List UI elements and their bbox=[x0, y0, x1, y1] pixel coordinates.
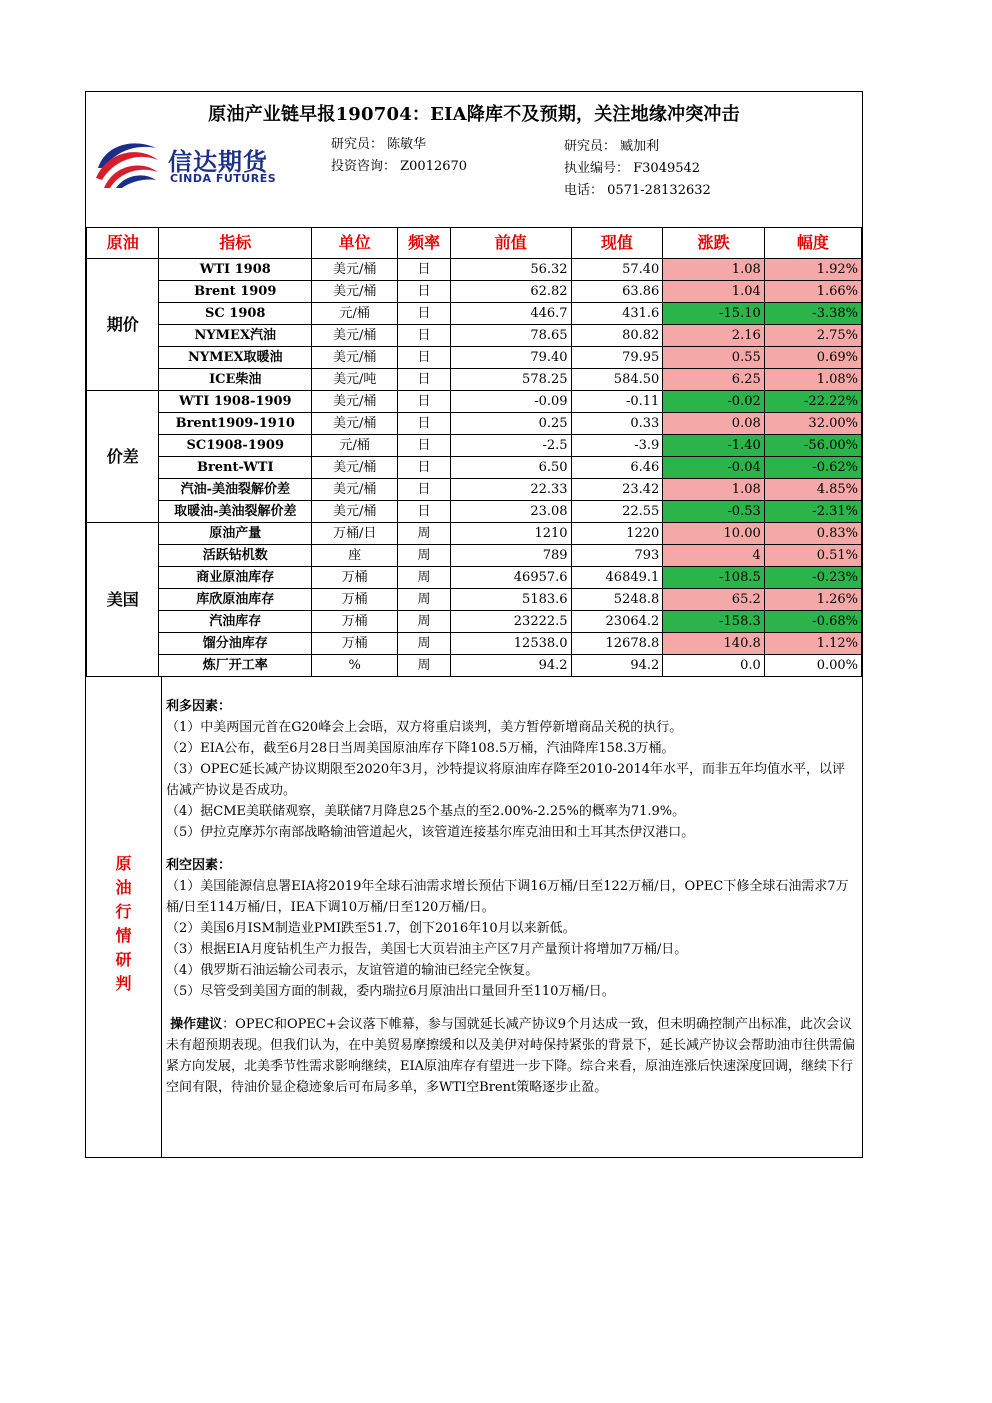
table-row bbox=[87, 435, 862, 457]
percent-cell: -0.68% bbox=[764, 611, 861, 633]
previous-value-cell: 78.65 bbox=[450, 325, 571, 347]
indicator-table bbox=[86, 227, 862, 677]
indicator-cell: 商业原油库存 bbox=[159, 567, 312, 589]
previous-value-cell: 5183.6 bbox=[450, 589, 571, 611]
table-row bbox=[87, 479, 862, 501]
group-label: 期价 bbox=[87, 259, 159, 391]
change-cell: 1.08 bbox=[663, 479, 764, 501]
percent-cell: 1.08% bbox=[764, 369, 861, 391]
bull-factor-item: （3）OPEC延长减产协议期限至2020年3月，沙特提议将原油库存降至2010-2014年水平，而非五年均值水平，以评估减产协议是否成功。 bbox=[166, 762, 846, 798]
previous-value-cell: 0.25 bbox=[450, 413, 571, 435]
analysis-side-label bbox=[86, 676, 162, 1158]
header-change: 涨跌 bbox=[663, 228, 764, 259]
unit-cell: 万桶 bbox=[312, 633, 398, 655]
change-cell: 10.00 bbox=[663, 523, 764, 545]
current-value-cell: 5248.8 bbox=[571, 589, 663, 611]
frequency-cell: 日 bbox=[398, 347, 451, 369]
percent-cell: 1.92% bbox=[764, 259, 861, 281]
header-unit: 单位 bbox=[312, 228, 398, 259]
bear-factors-list bbox=[166, 876, 856, 1002]
indicator-cell: 汽油-美油裂解价差 bbox=[159, 479, 312, 501]
frequency-cell: 日 bbox=[398, 501, 451, 523]
header-indicator: 指标 bbox=[159, 228, 312, 259]
unit-cell: 美元/桶 bbox=[312, 501, 398, 523]
header-current: 现值 bbox=[571, 228, 663, 259]
previous-value-cell: 578.25 bbox=[450, 369, 571, 391]
table-row bbox=[87, 457, 862, 479]
bear-factor-item: （5）尽管受到美国方面的制裁，委内瑞拉6月原油出口量回升至110万桶/日。 bbox=[166, 984, 615, 999]
header-frequency: 频率 bbox=[398, 228, 451, 259]
table-row bbox=[87, 303, 862, 325]
current-value-cell: 1220 bbox=[571, 523, 663, 545]
change-cell: 1.04 bbox=[663, 281, 764, 303]
current-value-cell: 94.2 bbox=[571, 655, 663, 677]
indicator-cell: NYMEX汽油 bbox=[159, 325, 312, 347]
current-value-cell: 6.46 bbox=[571, 457, 663, 479]
table-row bbox=[87, 545, 862, 567]
indicator-cell: SC 1908 bbox=[159, 303, 312, 325]
bull-factors-title: 利多因素： bbox=[166, 699, 232, 714]
license-number: 执业编号： F3049542 bbox=[564, 161, 701, 176]
change-cell: 65.2 bbox=[663, 589, 764, 611]
change-cell: -0.53 bbox=[663, 501, 764, 523]
table-row bbox=[87, 413, 862, 435]
unit-cell: 美元/桶 bbox=[312, 347, 398, 369]
table-header-row bbox=[87, 228, 862, 259]
unit-cell: 元/桶 bbox=[312, 303, 398, 325]
current-value-cell: 80.82 bbox=[571, 325, 663, 347]
frequency-cell: 日 bbox=[398, 457, 451, 479]
previous-value-cell: 94.2 bbox=[450, 655, 571, 677]
percent-cell: 0.00% bbox=[764, 655, 861, 677]
cinda-logo-mark-icon bbox=[94, 138, 160, 190]
frequency-cell: 周 bbox=[398, 589, 451, 611]
percent-cell: -0.62% bbox=[764, 457, 861, 479]
current-value-cell: 793 bbox=[571, 545, 663, 567]
current-value-cell: 22.55 bbox=[571, 501, 663, 523]
change-cell: 2.16 bbox=[663, 325, 764, 347]
bear-factors-title: 利空因素： bbox=[166, 858, 232, 873]
current-value-cell: 63.86 bbox=[571, 281, 663, 303]
previous-value-cell: 23222.5 bbox=[450, 611, 571, 633]
percent-cell: 0.83% bbox=[764, 523, 861, 545]
previous-value-cell: 446.7 bbox=[450, 303, 571, 325]
percent-cell: -22.22% bbox=[764, 391, 861, 413]
unit-cell: 美元/桶 bbox=[312, 479, 398, 501]
header-category: 原油 bbox=[87, 228, 159, 259]
bear-factor-item: （4）俄罗斯石油运输公司表示，友谊管道的输油已经完全恢复。 bbox=[166, 963, 539, 978]
percent-cell: -0.23% bbox=[764, 567, 861, 589]
current-value-cell: 23064.2 bbox=[571, 611, 663, 633]
frequency-cell: 日 bbox=[398, 369, 451, 391]
frequency-cell: 日 bbox=[398, 391, 451, 413]
unit-cell: 元/桶 bbox=[312, 435, 398, 457]
group-label: 美国 bbox=[87, 523, 159, 677]
researcher-info-right bbox=[564, 136, 711, 202]
bull-factors-list bbox=[166, 717, 856, 843]
previous-value-cell: 6.50 bbox=[450, 457, 571, 479]
bull-factor-item: （2）EIA公布，截至6月28日当周美国原油库存下降108.5万桶，汽油降库158.3万桶。 bbox=[166, 741, 675, 756]
current-value-cell: -0.11 bbox=[571, 391, 663, 413]
bear-factor-item: （3）根据EIA月度钻机生产力报告，美国七大页岩油主产区7月产量预计将增加7万桶/日。 bbox=[166, 942, 688, 957]
previous-value-cell: 79.40 bbox=[450, 347, 571, 369]
percent-cell: 0.69% bbox=[764, 347, 861, 369]
table-row bbox=[87, 391, 862, 413]
header-previous: 前值 bbox=[450, 228, 571, 259]
previous-value-cell: 46957.6 bbox=[450, 567, 571, 589]
frequency-cell: 周 bbox=[398, 655, 451, 677]
report-title: 原油产业链早报190704：EIA降库不及预期，关注地缘冲突冲击 bbox=[208, 104, 740, 125]
group-label: 价差 bbox=[87, 391, 159, 523]
unit-cell: 万桶 bbox=[312, 567, 398, 589]
analysis-section bbox=[86, 676, 862, 1158]
frequency-cell: 周 bbox=[398, 633, 451, 655]
change-cell: -0.02 bbox=[663, 391, 764, 413]
indicator-cell: WTI 1908-1909 bbox=[159, 391, 312, 413]
change-cell: 140.8 bbox=[663, 633, 764, 655]
side-label-char: 情 bbox=[115, 926, 132, 945]
change-cell: -1.40 bbox=[663, 435, 764, 457]
indicator-cell: WTI 1908 bbox=[159, 259, 312, 281]
indicator-cell: ICE柴油 bbox=[159, 369, 312, 391]
indicator-cell: NYMEX取暖油 bbox=[159, 347, 312, 369]
table-row bbox=[87, 325, 862, 347]
indicator-cell: 汽油库存 bbox=[159, 611, 312, 633]
previous-value-cell: 1210 bbox=[450, 523, 571, 545]
side-label-char: 行 bbox=[115, 902, 132, 921]
table-row bbox=[87, 589, 862, 611]
unit-cell: 万桶/日 bbox=[312, 523, 398, 545]
current-value-cell: 46849.1 bbox=[571, 567, 663, 589]
report-frame bbox=[85, 91, 863, 1158]
indicator-cell: 活跃钻机数 bbox=[159, 545, 312, 567]
indicator-cell: Brent1909-1910 bbox=[159, 413, 312, 435]
analysis-side-text bbox=[86, 852, 161, 996]
bear-factor-item: （1）美国能源信息署EIA将2019年全球石油需求增长预估下调16万桶/日至122万桶/日，OPEC下修全球石油需求7万桶/日至114万桶/日，IEA下调10万桶/日至120万桶/日。 bbox=[166, 879, 849, 915]
indicator-cell: 库欣原油库存 bbox=[159, 589, 312, 611]
side-label-char: 油 bbox=[115, 878, 132, 897]
table-row bbox=[87, 655, 862, 677]
percent-cell: 2.75% bbox=[764, 325, 861, 347]
side-label-char: 判 bbox=[115, 974, 132, 993]
change-cell: 0.08 bbox=[663, 413, 764, 435]
indicator-cell: 炼厂开工率 bbox=[159, 655, 312, 677]
frequency-cell: 日 bbox=[398, 281, 451, 303]
bear-factor-item: （2）美国6月ISM制造业PMI跌至51.7，创下2016年10月以来新低。 bbox=[166, 921, 576, 936]
previous-value-cell: 23.08 bbox=[450, 501, 571, 523]
change-cell: -108.5 bbox=[663, 567, 764, 589]
previous-value-cell: 22.33 bbox=[450, 479, 571, 501]
change-cell: -15.10 bbox=[663, 303, 764, 325]
frequency-cell: 周 bbox=[398, 523, 451, 545]
frequency-cell: 日 bbox=[398, 413, 451, 435]
current-value-cell: 0.33 bbox=[571, 413, 663, 435]
table-row bbox=[87, 259, 862, 281]
previous-value-cell: 12538.0 bbox=[450, 633, 571, 655]
researcher-info-left bbox=[331, 134, 467, 178]
previous-value-cell: 789 bbox=[450, 545, 571, 567]
previous-value-cell: -0.09 bbox=[450, 391, 571, 413]
bull-factor-item: （5）伊拉克摩苏尔南部战略输油管道起火，该管道连接基尔库克油田和土耳其杰伊汉港口。 bbox=[166, 825, 695, 840]
side-label-char: 研 bbox=[115, 950, 132, 969]
unit-cell: 美元/桶 bbox=[312, 391, 398, 413]
current-value-cell: 79.95 bbox=[571, 347, 663, 369]
logo-text-cn: 信达期货 bbox=[168, 148, 268, 176]
unit-cell: 万桶 bbox=[312, 611, 398, 633]
table-row bbox=[87, 501, 862, 523]
unit-cell: 美元/吨 bbox=[312, 369, 398, 391]
unit-cell: % bbox=[312, 655, 398, 677]
logo-text-en: CINDA FUTURES bbox=[170, 172, 277, 185]
current-value-cell: 23.42 bbox=[571, 479, 663, 501]
percent-cell: 4.85% bbox=[764, 479, 861, 501]
percent-cell: 32.00% bbox=[764, 413, 861, 435]
indicator-cell: 原油产量 bbox=[159, 523, 312, 545]
percent-cell: -56.00% bbox=[764, 435, 861, 457]
frequency-cell: 日 bbox=[398, 325, 451, 347]
unit-cell: 美元/桶 bbox=[312, 413, 398, 435]
side-label-char: 原 bbox=[115, 854, 132, 873]
indicator-cell: 取暖油-美油裂解价差 bbox=[159, 501, 312, 523]
unit-cell: 美元/桶 bbox=[312, 281, 398, 303]
change-cell: 1.08 bbox=[663, 259, 764, 281]
unit-cell: 座 bbox=[312, 545, 398, 567]
current-value-cell: 584.50 bbox=[571, 369, 663, 391]
unit-cell: 美元/桶 bbox=[312, 259, 398, 281]
header-percent: 幅度 bbox=[764, 228, 861, 259]
frequency-cell: 周 bbox=[398, 567, 451, 589]
advice-text: ：OPEC和OPEC+会议落下帷幕，参与国就延长减产协议9个月达成一致，但未明确控制产出标准，此次会议未有超预期表现。但我们认为，在中美贸易摩擦缓和以及美伊对峙保持紧张的背景下，延长减产协议会帮助油市往供需偏紧方向发展，北美季节性需求影响继续，EIA原油库存有望进一步下降。综合来看，原油连涨后快速深度回调，继续下行空间有限，待油价显企稳迹象后可布局多单，多WTI空Brent策略逐步止盈。 bbox=[166, 1017, 856, 1095]
percent-cell: 1.12% bbox=[764, 633, 861, 655]
percent-cell: 1.26% bbox=[764, 589, 861, 611]
indicator-cell: Brent-WTI bbox=[159, 457, 312, 479]
change-cell: 0.0 bbox=[663, 655, 764, 677]
table-row bbox=[87, 611, 862, 633]
previous-value-cell: -2.5 bbox=[450, 435, 571, 457]
change-cell: -158.3 bbox=[663, 611, 764, 633]
frequency-cell: 日 bbox=[398, 479, 451, 501]
previous-value-cell: 56.32 bbox=[450, 259, 571, 281]
percent-cell: -3.38% bbox=[764, 303, 861, 325]
table-row bbox=[87, 633, 862, 655]
percent-cell: 1.66% bbox=[764, 281, 861, 303]
frequency-cell: 日 bbox=[398, 303, 451, 325]
change-cell: 6.25 bbox=[663, 369, 764, 391]
table-row bbox=[87, 369, 862, 391]
table-row bbox=[87, 567, 862, 589]
percent-cell: -2.31% bbox=[764, 501, 861, 523]
bull-factor-item: （1）中美两国元首在G20峰会上会晤，双方将重启谈判，美方暂停新增商品关税的执行。 bbox=[166, 720, 683, 735]
table-row bbox=[87, 347, 862, 369]
change-cell: 4 bbox=[663, 545, 764, 567]
frequency-cell: 日 bbox=[398, 259, 451, 281]
analysis-body bbox=[166, 696, 856, 1098]
bull-factor-item: （4）据CME美联储观察，美联储7月降息25个基点的至2.00%-2.25%的概率为71.9%。 bbox=[166, 804, 686, 819]
unit-cell: 美元/桶 bbox=[312, 325, 398, 347]
frequency-cell: 周 bbox=[398, 545, 451, 567]
operation-advice bbox=[166, 1014, 856, 1098]
indicator-cell: SC1908-1909 bbox=[159, 435, 312, 457]
researcher-name: 研究员： 臧加利 bbox=[564, 139, 660, 154]
cinda-logo bbox=[94, 138, 284, 190]
table-row bbox=[87, 523, 862, 545]
current-value-cell: -3.9 bbox=[571, 435, 663, 457]
current-value-cell: 57.40 bbox=[571, 259, 663, 281]
phone-number: 电话： 0571-28132632 bbox=[564, 183, 711, 198]
frequency-cell: 周 bbox=[398, 611, 451, 633]
unit-cell: 美元/桶 bbox=[312, 457, 398, 479]
researcher-name: 研究员： 陈敏华 bbox=[331, 137, 427, 152]
frequency-cell: 日 bbox=[398, 435, 451, 457]
previous-value-cell: 62.82 bbox=[450, 281, 571, 303]
unit-cell: 万桶 bbox=[312, 589, 398, 611]
change-cell: -0.04 bbox=[663, 457, 764, 479]
advice-title: 操作建议 bbox=[170, 1017, 223, 1032]
current-value-cell: 431.6 bbox=[571, 303, 663, 325]
change-cell: 0.55 bbox=[663, 347, 764, 369]
indicator-cell: 馏分油库存 bbox=[159, 633, 312, 655]
current-value-cell: 12678.8 bbox=[571, 633, 663, 655]
percent-cell: 0.51% bbox=[764, 545, 861, 567]
consult-number: 投资咨询： Z0012670 bbox=[331, 159, 468, 174]
table-row bbox=[87, 281, 862, 303]
indicator-cell: Brent 1909 bbox=[159, 281, 312, 303]
